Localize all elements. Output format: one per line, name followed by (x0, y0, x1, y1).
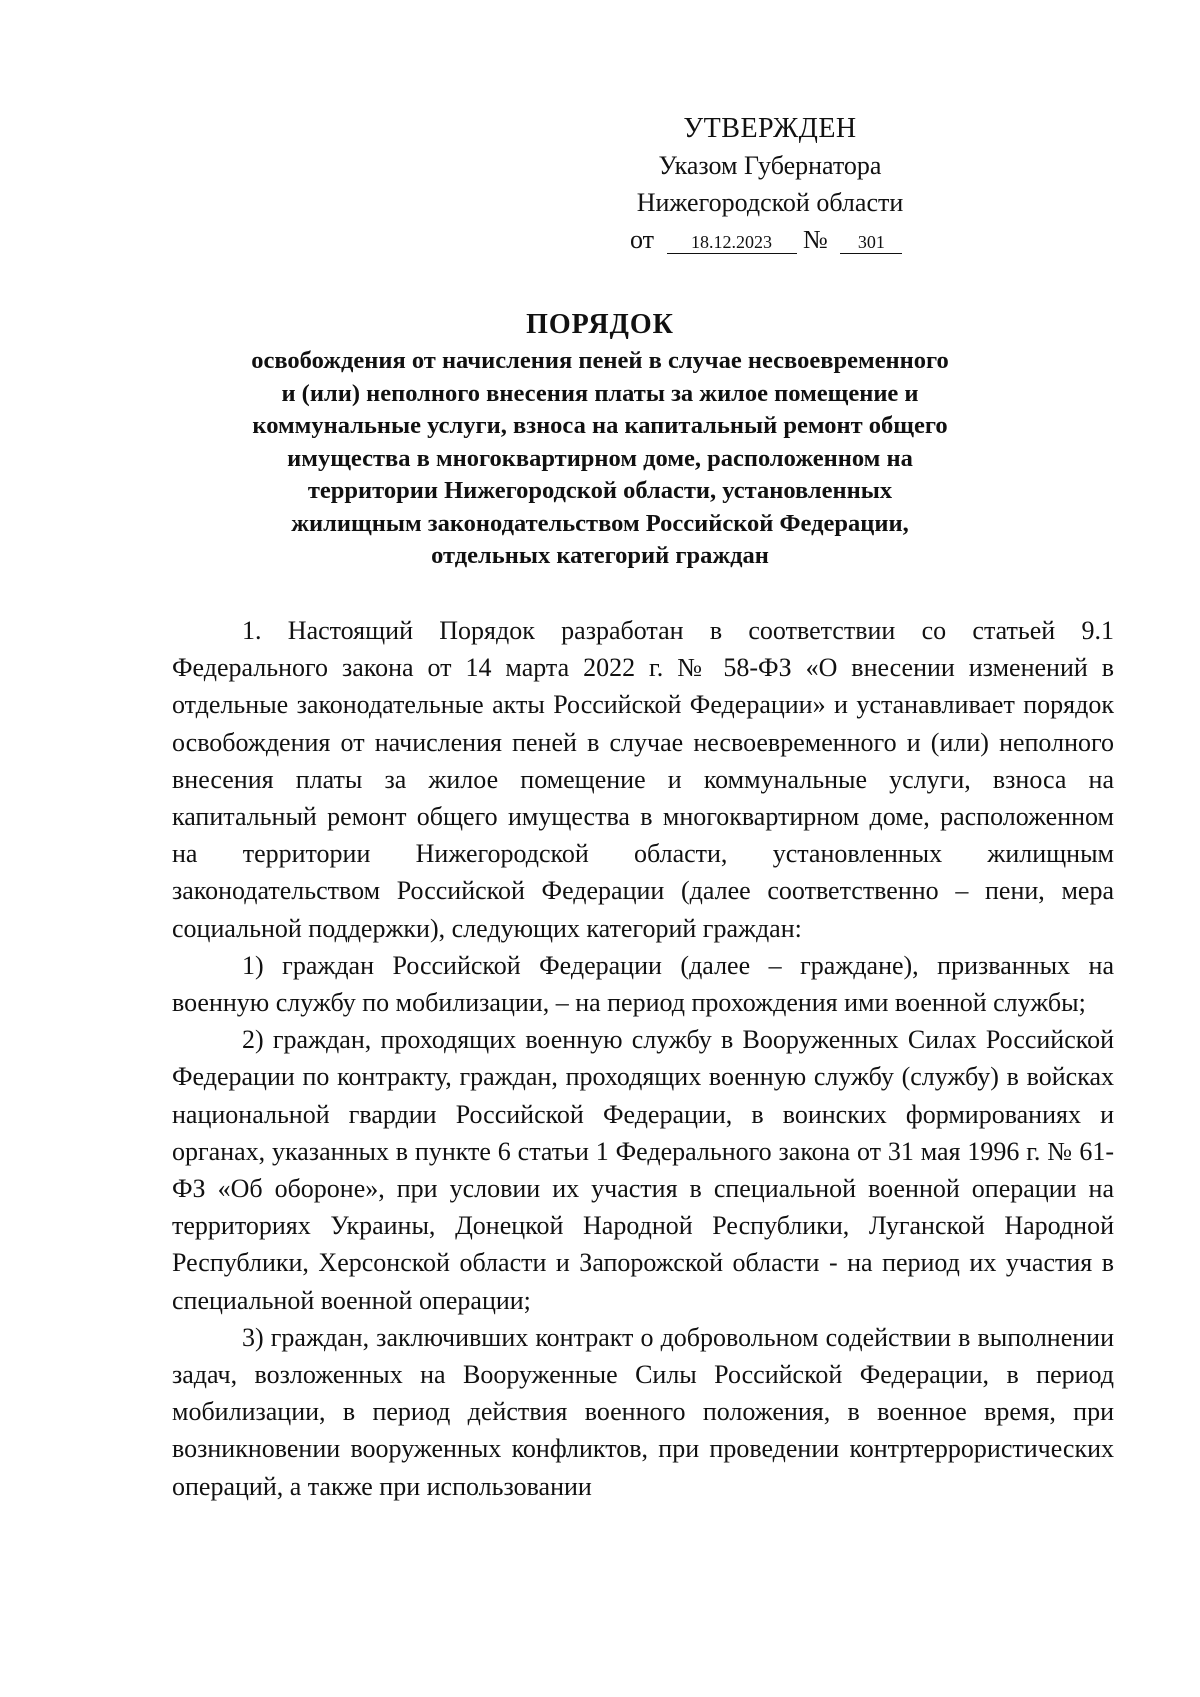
paragraph-1: 1. Настоящий Порядок разработан в соответствии со статьей 9.1 Федерального закона от 14 марта 2022 г. № 58-ФЗ «О внесении изменений в отдельные законодательные акты Российской Федерации» и устанавливает порядок освобождения от начисления пеней в случае несвоевременного и (или) неполного внесения платы за жилое помещение и коммунальные услуги, взноса на капитальный ремонт общего имущества в многоквартирном доме, расположенном на территории Нижегородской области, установленных жилищным законодательством Российской Федерации (далее соответственно – пени, мера социальной поддержки), следующих категорий граждан: (172, 616, 1114, 943)
approval-region: Нижегородской области (636, 188, 904, 217)
approval-title: УТВЕРЖДЕН (683, 113, 857, 144)
subtitle-line: коммунальные услуги, взноса на капитальный ремонт общего (252, 412, 948, 439)
subtitle-line: и (или) неполного внесения платы за жилое помещение и (281, 379, 919, 407)
approval-date-line (590, 221, 950, 258)
subtitle-line: имущества в многоквартирном доме, расположенном на (287, 444, 913, 472)
document-title: ПОРЯДОК (526, 309, 674, 340)
approval-block (590, 110, 950, 258)
paragraph-item-2: 2) граждан, проходящих военную службу в Вооруженных Силах Российской Федерации по контракту, граждан, проходящих военную службу (службу) в войсках национальной гвардии Российской Федерации, в воинских формированиях и органах, указанных в пункте 6 статьи 1 Федерального закона от 31 мая 1996 г. № 61-ФЗ «Об обороне», при условии их участия в специальной военной операции на территориях Украины, Донецкой Народной Республики, Луганской Народной Республики, Херсонской области и Запорожской области - на период их участия в специальной военной операции; (172, 1025, 1114, 1315)
date-prefix: от (630, 225, 655, 254)
paragraph-item-1: 1) граждан Российской Федерации (далее – граждане), призванных на военную службу по мобилизации, – на период прохождения ими военной службы; (172, 950, 1114, 1018)
subtitle-line: отдельных категорий граждан (431, 542, 769, 569)
number-sign: № (803, 225, 828, 254)
document-body (172, 612, 1114, 1505)
paragraph-item-3: 3) граждан, заключивших контракт о добровольном содействии в выполнении задач, возложенных на Вооруженные Силы Российской Федерации, в период мобилизации, в период действия военного положения, в военное время, при возникновении вооруженных конфликтов, при проведении контртеррористических операций, а также при использовании (172, 1322, 1114, 1501)
document-subtitle (200, 345, 1000, 573)
subtitle-line: жилищным законодательством Российской Федерации, (291, 509, 909, 537)
approval-issuer: Указом Губернатора (658, 151, 882, 180)
subtitle-line: территории Нижегородской области, установленных (307, 477, 893, 504)
subtitle-line: освобождения от начисления пеней в случае несвоевременного (251, 347, 949, 374)
document-heading (200, 305, 1000, 573)
approval-number: 301 (840, 231, 902, 254)
approval-date: 18.12.2023 (667, 231, 797, 254)
